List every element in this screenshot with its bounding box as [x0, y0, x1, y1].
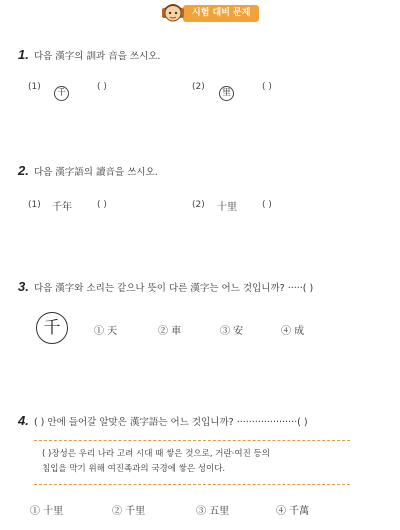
q2-item-1 — [28, 200, 41, 210]
q3-option-1[interactable]: ① 天 — [94, 326, 118, 337]
question-number: 3. — [18, 279, 29, 294]
item-marker: (1) — [28, 82, 41, 92]
question-text: 다음 漢字와 소리는 같으나 뜻이 다른 漢字는 어느 것입니까? ·····( ) — [33, 283, 314, 294]
divider-top — [34, 440, 350, 441]
q4-option-3[interactable]: ③ 五里 — [196, 506, 230, 517]
char-circle: 里 — [219, 86, 234, 101]
q2-item-2-answer[interactable]: ( ) — [262, 200, 272, 210]
q4-option-4[interactable]: ④ 千萬 — [276, 506, 310, 517]
q2-item-2 — [192, 200, 205, 210]
q4-option-1[interactable]: ① 十里 — [30, 506, 64, 517]
passage-line-1: ( )장성은 우리 나라 고려 시대 때 쌓은 것으로, 거란·여진 등의 — [42, 449, 270, 459]
question-3 — [18, 276, 313, 295]
q1-item-2-answer[interactable]: ( ) — [262, 82, 272, 92]
question-1 — [18, 44, 160, 63]
question-text: 다음 漢字의 訓과 音을 쓰시오. — [33, 51, 161, 62]
q3-option-3[interactable]: ③ 安 — [220, 326, 244, 337]
target-char-circle: 千 — [36, 312, 68, 344]
char-circle: 千 — [54, 86, 69, 101]
question-number: 1. — [18, 47, 29, 62]
passage-line-2: 침입을 막기 위해 여진족과의 국경에 쌓은 성이다. — [42, 464, 226, 474]
q2-item-1-answer[interactable]: ( ) — [97, 200, 107, 210]
q1-item-1-answer[interactable]: ( ) — [97, 82, 107, 92]
question-number: 4. — [18, 413, 29, 428]
q1-item-2-char — [219, 80, 234, 101]
passage — [42, 447, 352, 477]
q1-item-1-char — [54, 80, 69, 101]
mascot-icon — [160, 2, 186, 24]
header-title: 시험 대비 문제 — [183, 5, 259, 22]
q1-item-1 — [28, 82, 41, 92]
item-marker: (2) — [192, 82, 205, 92]
q4-option-2[interactable]: ② 千里 — [112, 506, 146, 517]
question-2 — [18, 160, 158, 179]
question-text: 다음 漢字語의 讀音을 쓰시오. — [33, 167, 158, 178]
q3-option-4[interactable]: ④ 成 — [281, 326, 305, 337]
question-4 — [18, 410, 308, 429]
item-marker: (2) — [192, 200, 205, 210]
q1-item-2 — [192, 82, 205, 92]
q2-item-1-word: 千年 — [52, 202, 72, 213]
divider-bottom — [34, 484, 350, 485]
item-marker: (1) — [28, 200, 41, 210]
q2-item-2-word: 十里 — [217, 202, 237, 213]
question-number: 2. — [18, 163, 29, 178]
question-text: ( ) 안에 들어갈 알맞은 漢字語는 어느 것입니까? ····················( ) — [33, 417, 308, 428]
section-header — [160, 3, 259, 23]
q3-option-2[interactable]: ② 車 — [158, 326, 182, 337]
